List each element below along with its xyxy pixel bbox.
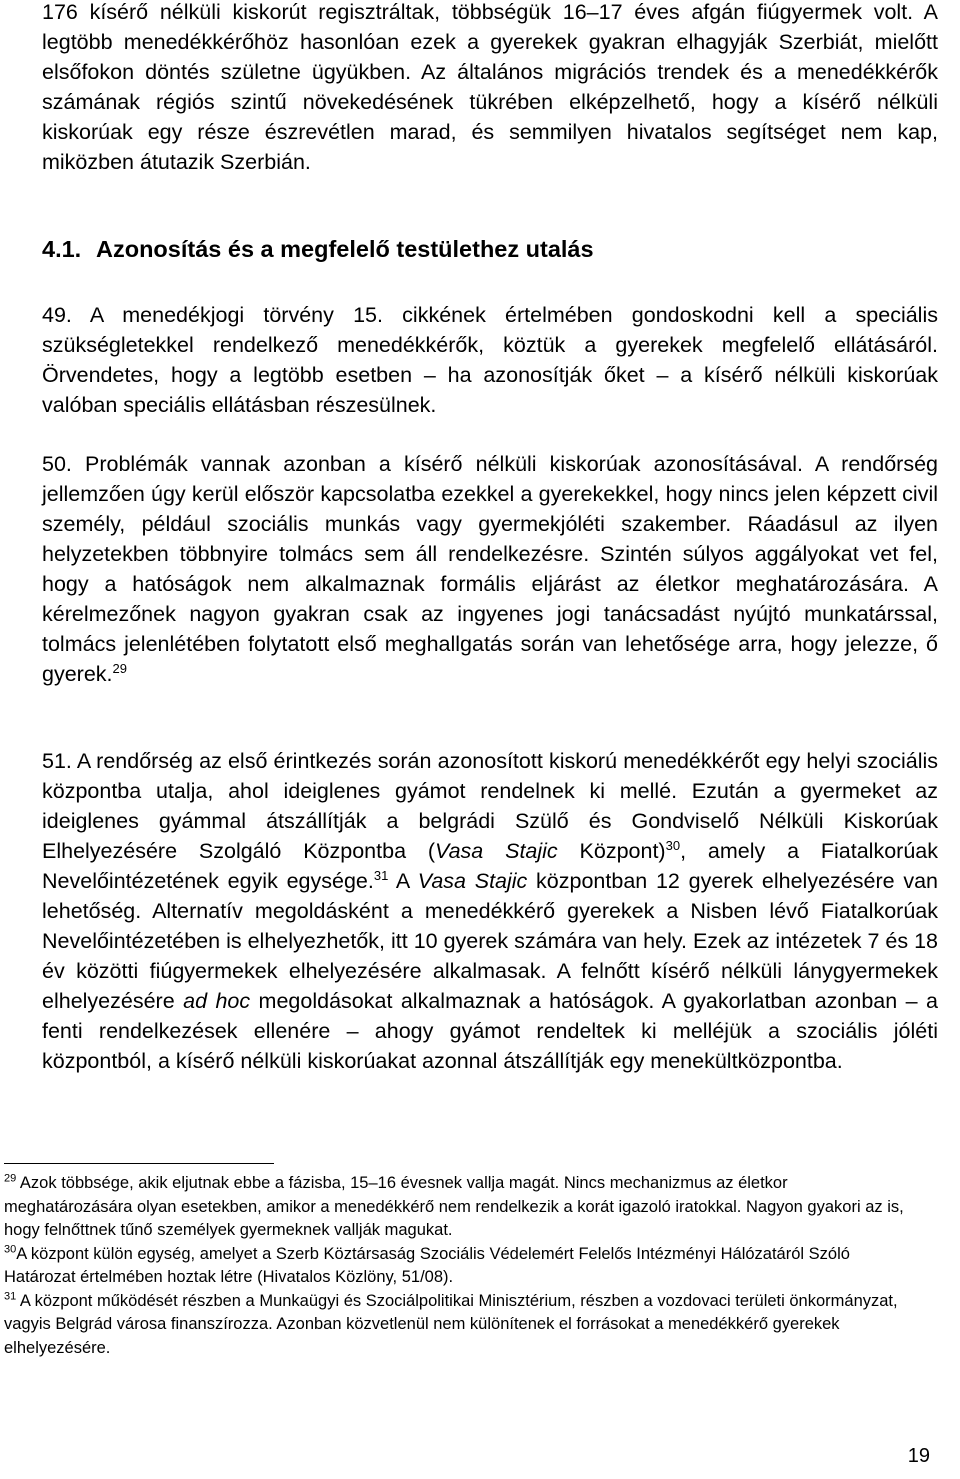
paragraph-51 (42, 746, 938, 1076)
footnote-ref-30[interactable]: 30 (665, 837, 681, 853)
section-heading (42, 236, 594, 263)
paragraph-text: megoldásokat alkalmaznak a hatóságok. A gyakorlatban azonban – a fenti rendelkezések ellenére – ahogy gyámot rendeltek ki melléjük a szociális jóléti központból, a kísérő nélküli kiskorúakat azonnal átszállítják egy menekültközpontba. (42, 989, 938, 1073)
paragraph-text: A (388, 869, 418, 893)
paragraph-text: Központ) (557, 839, 666, 863)
paragraph-50 (42, 449, 938, 689)
paragraph-number: 51. (42, 749, 72, 773)
paragraph-text: A menedékjogi törvény 15. cikkének értelmében gondoskodni kell a speciális szükségletekkel rendelkező menedékkérők, köztük a gyerekek megfelelő ellátásáról. Örvendetes, hogy a legtöbb esetben – ha azonosítják őket – a kísérő nélküli kiskorúak valóban speciális ellátásban részesülnek. (42, 303, 938, 417)
footnote-text: A központ működését részben a Munkaügyi és Szociálpolitikai Minisztérium, részben a vozdovaci területi önkormányzat, vagyis Belgrád városa finanszírozza. Azonban közvetlenül nem különítenek el forrásokat a menedékkérő gyerekek elhelyezésére. (4, 1291, 898, 1357)
italic-text: ad hoc (183, 989, 251, 1013)
section-number: 4.1. (42, 236, 82, 262)
footnote-text: Azok többsége, akik eljutnak ebbe a fázisba, 15–16 évesnek vallja magát. Nincs mechanizmus az életkor meghatározására olyan esetekben, amikor a menedékkérő nem rendelkezik a korát igazoló iratokkal. Nagyon gyakori az is, hogy felnőttnek tűnő személyek gyermeknek vallják magukat. (4, 1174, 904, 1239)
footnote-30 (4, 1243, 904, 1290)
italic-text: Vasa Stajic (435, 839, 558, 863)
page-number: 19 (907, 1445, 930, 1467)
footnote-29 (4, 1172, 904, 1243)
paragraph-number: 49. (42, 303, 72, 327)
footnote-number: 30 (4, 1243, 17, 1255)
footnote-ref-31[interactable]: 31 (373, 867, 389, 883)
footnotes-list (4, 1172, 904, 1360)
footnote-number: 29 (4, 1172, 17, 1185)
paragraph-text: Problémák vannak azonban a kísérő nélküli kiskorúak azonosításával. A rendőrség jellemzően úgy kerül először kapcsolatba ezekkel a gyerekekkel, hogy nincs jelen képzett civil személy, például szociális munkás vagy gyermekjóléti szakember. Ráadásul az ilyen helyzetekben többnyire tolmács sem áll rendelkezésre. Szintén súlyos aggályokat vet fel, hogy a hatóságok nem alkalmaznak formális eljárást az életkor meghatározására. A kérelmezőnek nagyon gyakran csak az ingyenes jogi tanácsadást nyújtó munkatárssal, tolmács jelenlétében folytatott első meghallgatás során van lehetősége arra, hogy jelezze, ő gyerek. (42, 452, 938, 686)
paragraph-49 (42, 300, 938, 420)
paragraph-text: A rendőrség az első érintkezés során azonosított kiskorú menedékkérőt egy helyi szociális központba utalja, ahol ideiglenes gyámot rendelnek ki mellé. Ezután a gyermeket az ideiglenes gyámmal átszállítják a belgrádi Szülő és Gondviselő Nélküli Kiskorúak Elhelyezésére Szolgáló Központba ( (42, 749, 938, 863)
section-title: Azonosítás és a megfelelő testülethez utalás (96, 236, 594, 262)
italic-text: Vasa Stajic (417, 869, 528, 893)
document-page (42, 0, 938, 1073)
footnote-number: 31 (4, 1290, 17, 1302)
footnote-divider (4, 1163, 274, 1164)
footnote-31 (4, 1290, 904, 1361)
footnote-text: A központ külön egység, amelyet a Szerb Köztársaság Szociális Védelemért Felelős Intézményi Hálózatáról Szóló Határozat értelmében hoztak létre (Hivatalos Közlöny, 51/08). (4, 1244, 850, 1286)
footnote-ref-29[interactable]: 29 (112, 660, 127, 676)
paragraph-number: 50. (42, 452, 72, 476)
intro-paragraph: 176 kísérő nélküli kiskorút regisztráltak, többségük 16–17 éves afgán fiúgyermek volt. A legtöbb menedékkérőhöz hasonlóan ezek a gyerekek gyakran elhagyják Szerbiát, mielőtt elsőfokon döntés születne ügyükben. Az általános migrációs trendek és a menedékkérők számának régiós szintű növekedésének tükrében elképzelhető, hogy a kísérő nélküli kiskorúak egy része észrevétlen marad, és semmilyen hivatalos segítséget nem kap, miközben átutazik Szerbián. (42, 0, 938, 174)
paragraph-text: központban 12 gyerek elhelyezésére van lehetőség. Alternatív megoldásként a menedékkérő gyerekek a Nisben lévő Fiatalkorúak Nevelőintézetében is elhelyezhetők, itt 10 gyerek számára van hely. Ezek az intézetek 7 és 18 év közötti fiúgyermekek elhelyezésére alkalmasak. A felnőtt kísérő nélküli lánygyermekek elhelyezésére (42, 869, 938, 1013)
paragraph-text: , amely a Fiatalkorúak Nevelőintézetének egyik egysége. (42, 839, 938, 893)
